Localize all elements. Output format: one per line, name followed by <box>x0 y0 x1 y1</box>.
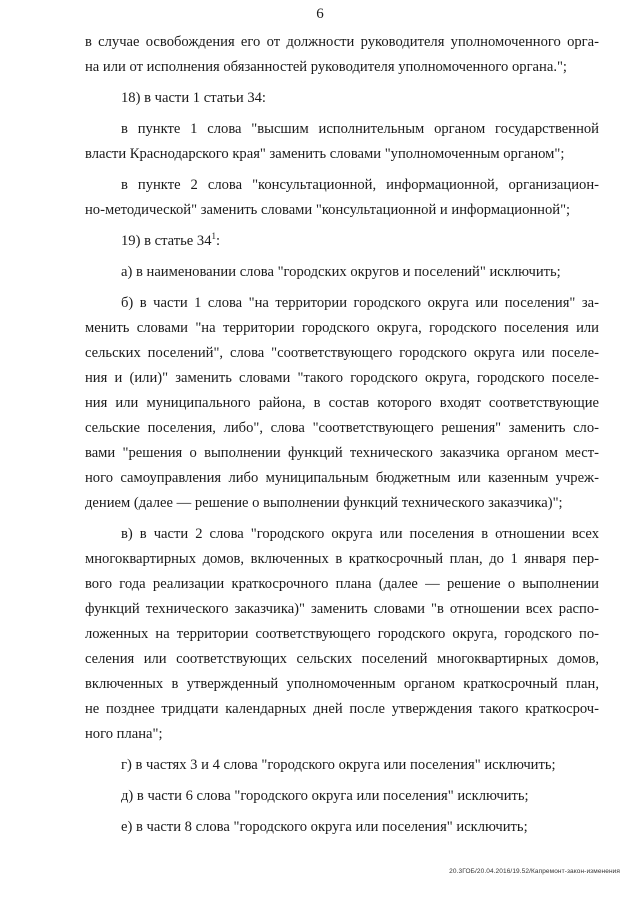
paragraph <box>85 229 599 254</box>
line-text: вами "решения о выполнении функций технического заказчика органом мест- <box>85 445 599 461</box>
line-text: но-методической" заменить словами "консультационной и информационной"; <box>85 202 571 218</box>
document-body <box>85 30 599 846</box>
text-line <box>85 30 599 55</box>
line-text: д) в части 6 слова "городского округа или поселения" исключить; <box>121 788 529 804</box>
line-text: ния и (или)" заменить словами "такого городского округа, городского поселе- <box>85 370 599 386</box>
paragraph <box>85 173 599 223</box>
paragraph-gap <box>85 840 599 846</box>
paragraph <box>85 753 599 778</box>
text-line <box>85 341 599 366</box>
text-line <box>85 466 599 491</box>
text-line <box>85 722 599 747</box>
line-text: ложенных на территории соответствующего городского округа, городского по- <box>85 626 599 642</box>
text-line <box>85 416 599 441</box>
text-line <box>85 753 599 778</box>
paragraph <box>85 815 599 840</box>
superscript: 1 <box>211 231 217 242</box>
text-line <box>85 572 599 597</box>
line-text: сельские поселения, либо", слова "соответствующего решения" заменить сло- <box>85 420 599 436</box>
line-text: селения или соответствующих сельских поселений многоквартирных домов, <box>85 651 599 667</box>
paragraph <box>85 30 599 80</box>
text-line <box>85 547 599 572</box>
line-text: ного плана"; <box>85 726 163 742</box>
paragraph <box>85 291 599 516</box>
text-line <box>85 441 599 466</box>
text-line <box>85 491 599 516</box>
text-line <box>85 198 599 223</box>
line-text: в пункте 1 слова "высшим исполнительным органом государственной <box>121 121 599 137</box>
line-text: включенных в утвержденный уполномоченным органом краткосрочный план, <box>85 676 599 692</box>
text-line <box>85 366 599 391</box>
line-text: многоквартирных домов, включенных в краткосрочный план, до 1 января пер- <box>85 551 599 567</box>
text-line <box>85 647 599 672</box>
document-footer-code: 20.3ГОБ/20.04.2016/19.52/Капремонт-закон-изменения <box>449 868 620 875</box>
line-suffix: : <box>216 233 221 249</box>
text-line <box>85 597 599 622</box>
line-text: функций технического заказчика)" заменить словами "в отношении всех распо- <box>85 601 599 617</box>
text-line <box>85 291 599 316</box>
line-text: в случае освобождения его от должности руководителя уполномоченного орга- <box>85 34 599 50</box>
text-line <box>85 672 599 697</box>
text-line <box>85 815 599 840</box>
text-line <box>85 55 599 80</box>
text-line <box>85 142 599 167</box>
line-text: 18) в части 1 статьи 34: <box>121 90 266 106</box>
line-text: в) в части 2 слова "городского округа или поселения в отношении всех <box>121 526 599 542</box>
paragraph <box>85 86 599 111</box>
line-text: 19) в статье 34 <box>121 233 212 249</box>
line-text: менить словами "на территории городского округа, городского поселения или <box>85 320 599 336</box>
text-line <box>85 316 599 341</box>
paragraph <box>85 522 599 747</box>
line-text: ния или муниципального района, в состав которого входят соответствующие <box>85 395 599 411</box>
text-line <box>85 622 599 647</box>
line-text: ного самоуправления либо муниципальным бюджетным или казенным учреж- <box>85 470 599 486</box>
text-line <box>85 86 599 111</box>
paragraph <box>85 260 599 285</box>
line-text: в пункте 2 слова "консультационной, информационной, организацион- <box>121 177 599 193</box>
text-line <box>85 697 599 722</box>
line-text: вого года реализации краткосрочного плана (далее — решение о выполнении <box>85 576 599 592</box>
text-line <box>85 784 599 809</box>
line-text: дением (далее — решение о выполнении функций технического заказчика)"; <box>85 495 563 511</box>
line-text: е) в части 8 слова "городского округа или поселения" исключить; <box>121 819 528 835</box>
line-text: сельских поселений", слова "соответствующего городского округа или поселе- <box>85 345 599 361</box>
page-number: 6 <box>316 6 324 22</box>
text-line <box>85 173 599 198</box>
line-text: г) в частях 3 и 4 слова "городского округа или поселения" исключить; <box>121 757 556 773</box>
line-text: б) в части 1 слова "на территории городского округа или поселения" за- <box>121 295 599 311</box>
line-text: на или от исполнения обязанностей руководителя уполномоченного органа."; <box>85 59 567 75</box>
paragraph <box>85 784 599 809</box>
line-text: не позднее тридцати календарных дней после утверждения такого краткосроч- <box>85 701 599 717</box>
text-line <box>85 260 599 285</box>
line-text: власти Краснодарского края" заменить словами "уполномоченным органом"; <box>85 146 565 162</box>
text-line <box>85 229 599 254</box>
text-line <box>85 522 599 547</box>
line-text: а) в наименовании слова "городских округов и поселений" исключить; <box>121 264 561 280</box>
text-line <box>85 391 599 416</box>
paragraph <box>85 117 599 167</box>
text-line <box>85 117 599 142</box>
